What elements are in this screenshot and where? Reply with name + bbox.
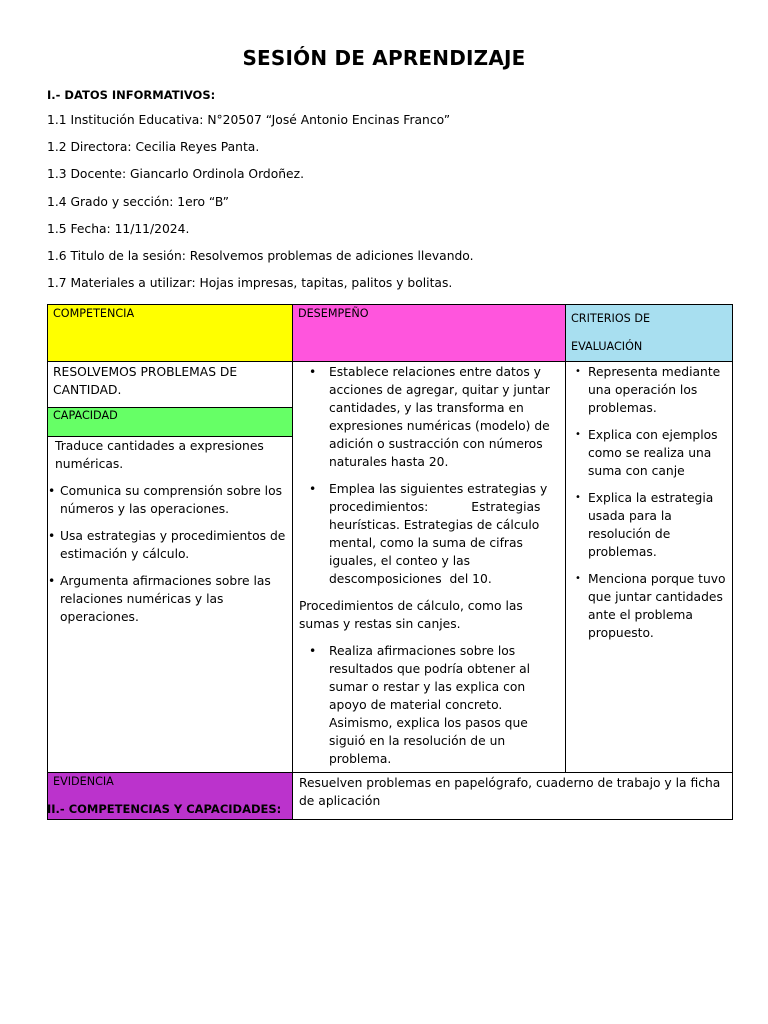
list-item: • Realiza afirmaciones sobre los resultados que podría obtener al sumar o restar y las explica con apoyo de material concreto. Asimismo, explica los pasos que siguió en la resolución de un problema. [299, 642, 559, 768]
header-competencia: COMPETENCIA [48, 305, 293, 362]
desempeno-list-b [299, 642, 559, 768]
capacidad-intro: Traduce cantidades a expresiones numéricas. [55, 439, 264, 471]
evidencia-header: EVIDENCIA [48, 773, 293, 820]
section-heading-datos: I.- DATOS INFORMATIVOS: [47, 88, 216, 102]
capacidad-content [48, 437, 292, 626]
list-item: • Argumenta afirmaciones sobre las relaciones numéricas y las operaciones. [48, 572, 287, 626]
info-item: 1.2 Directora: Cecilia Reyes Panta. [47, 140, 260, 155]
list-item: • Establece relaciones entre datos y acciones de agregar, quitar y juntar cantidades, y las transforma en expresiones numéricas (modelo) de adición o sustracción con números naturales hasta 20. [299, 363, 559, 471]
page-title: SESIÓN DE APRENDIZAJE [242, 46, 526, 70]
header-criterios-line2: EVALUACIÓN [571, 340, 643, 353]
info-item: 1.6 Titulo de la sesión: Resolvemos problemas de adiciones llevando. [47, 248, 474, 263]
list-item: • Explica con ejemplos como se realiza una suma con canje [571, 426, 727, 480]
capacidad-list [48, 482, 287, 626]
table-body-row [48, 362, 733, 773]
desempeno-list-a [299, 363, 559, 588]
list-item: • Comunica su comprensión sobre los números y las operaciones. [48, 482, 287, 518]
list-item: • Explica la estrategia usada para la resolución de problemas. [571, 489, 727, 561]
info-item: 1.4 Grado y sección: 1ero “B” [47, 194, 230, 209]
info-list [47, 114, 737, 304]
competencia-text: RESOLVEMOS PROBLEMAS DE CANTIDAD. [53, 365, 238, 397]
criterios-cell [566, 362, 733, 773]
desempeno-cell [293, 362, 566, 773]
list-item: • Usa estrategias y procedimientos de estimación y cálculo. [48, 527, 287, 563]
table-header-row [48, 305, 733, 362]
info-item: 1.7 Materiales a utilizar: Hojas impresas, tapitas, palitos y bolitas. [47, 276, 453, 291]
info-item: 1.3 Docente: Giancarlo Ordinola Ordoñez. [47, 167, 304, 182]
competencia-cell [48, 362, 293, 773]
header-criterios [566, 305, 733, 362]
header-criterios-line1: CRITERIOS DE [571, 312, 651, 325]
list-item: • Representa mediante una operación los problemas. [571, 363, 727, 417]
list-item: • Menciona porque tuvo que juntar cantidades ante el problema propuesto. [571, 570, 727, 642]
section-heading-competencias: II.- COMPETENCIAS Y CAPACIDADES: [47, 802, 282, 816]
info-item: 1.5 Fecha: 11/11/2024. [47, 221, 190, 236]
session-table [47, 304, 733, 820]
criterios-list [571, 363, 727, 642]
evidencia-text: Resuelven problemas en papelógrafo, cuaderno de trabajo y la ficha de aplicación [293, 773, 733, 820]
info-item: 1.1 Institución Educativa: N°20507 “José Antonio Encinas Franco” [47, 113, 451, 127]
header-desempeno: DESEMPEÑO [293, 305, 566, 362]
capacidad-header: CAPACIDAD [48, 407, 292, 437]
desempeno-paragraph: Procedimientos de cálculo, como las sumas y restas sin canjes. [299, 599, 523, 631]
list-item: • Emplea las siguientes estrategias y procedimientos: Estrategias heurísticas. Estrategias de cálculo mental, como la suma de cifras iguales, el conteo y las descomposiciones del 10. [299, 480, 559, 588]
